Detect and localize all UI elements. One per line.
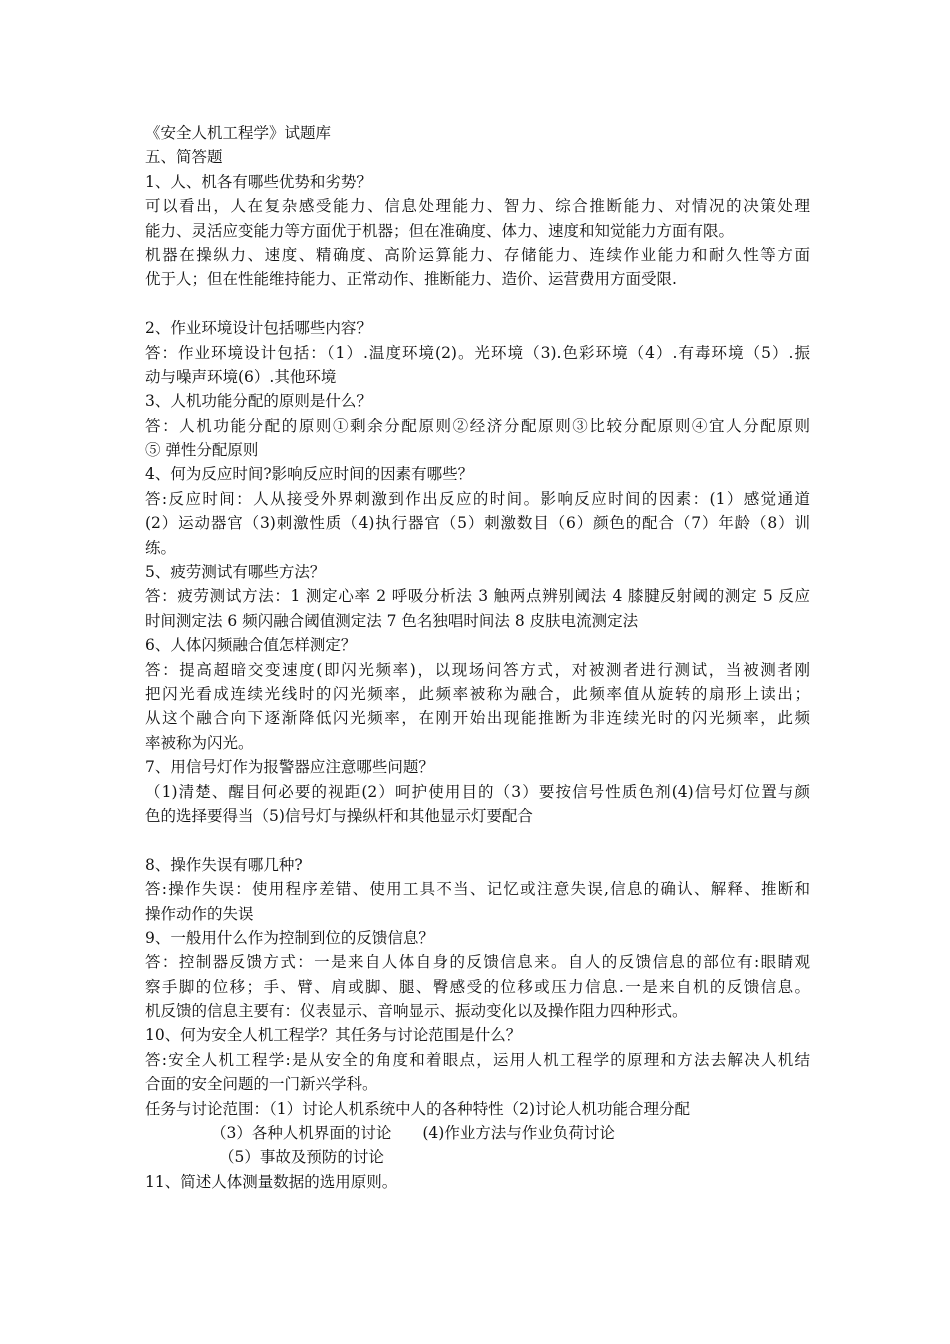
answer-1-line-1: 可以看出，人在复杂感受能力、信息处理能力、智力、综合推断能力、对情况的决策处理	[145, 197, 810, 216]
question-6: 6、人体闪频融合值怎样测定？	[145, 636, 357, 655]
paragraph-gap	[145, 292, 810, 316]
question-9: 9、一般用什么作为控制到位的反馈信息？	[145, 928, 434, 947]
answer-9-line-1: 答：控制器反馈方式：一是来自人体自身的反馈信息来。自人的反馈信息的部位有:眼睛观	[145, 953, 810, 972]
question-3: 3、人机功能分配的原则是什么？	[145, 392, 372, 411]
document-page	[145, 121, 810, 1194]
answer-6-line-1: 答：提高超暗交变速度(即闪光频率)，以现场问答方式，对被测者进行测试，当被测者刚	[145, 660, 810, 679]
answer-10-line-2: 合面的安全问题的一门新兴学科。	[145, 1075, 378, 1094]
answer-10-line-4: （3）各种人机界面的讨论 (4)作业方法与作业负荷讨论	[211, 1124, 615, 1143]
answer-4-line-1: 答:反应时间：人从接受外界刺激到作出反应的时间。影响反应时间的因素：(1）感觉通道	[145, 489, 810, 508]
paragraph-gap	[145, 828, 810, 852]
answer-10-line-5: （5）事故及预防的讨论	[219, 1148, 384, 1167]
answer-3-line-2: ⑤ 弹性分配原则	[145, 441, 259, 460]
question-11: 11、简述人体测量数据的选用原则。	[145, 1172, 398, 1191]
answer-9-line-2: 察手脚的位移；手、臂、肩或脚、腿、臀感受的位移或压力信息.一是来自机的反馈信息。	[145, 977, 810, 996]
answer-7-line-1: （1)清楚、醒目何必要的视距(2）呵护使用目的（3）要按信号性质色剂(4)信号灯位置与颜	[145, 782, 810, 801]
answer-4-line-2: (2）运动器官（3)刺激性质（4)执行器官（5）刺激数目（6）颜色的配合（7）年龄（8）训	[145, 514, 810, 533]
answer-10-line-3: 任务与讨论范围：（1）讨论人机系统中人的各种特性（2)讨论人机功能合理分配	[145, 1099, 691, 1118]
answer-4-line-3: 练。	[145, 538, 177, 557]
answer-8-line-1: 答:操作失误：使用程序差错、使用工具不当、记忆或注意失误,信息的确认、解释、推断和	[145, 880, 810, 899]
answer-1-line-2: 能力、灵活应变能力等方面优于机器；但在准确度、体力、速度和知觉能力方面有限。	[145, 221, 735, 240]
question-5: 5、疲劳测试有哪些方法？	[145, 563, 326, 582]
document-title: 《安全人机工程学》试题库	[145, 124, 332, 142]
answer-6-line-3: 从这个融合向下逐渐降低闪光频率，在刚开始出现能推断为非连续光时的闪光频率，此频	[145, 709, 810, 728]
answer-10-line-1: 答:安全人机工程学:是从安全的角度和着眼点，运用人机工程学的原理和方法去解决人机结	[145, 1050, 810, 1069]
question-1: 1、人、机各有哪些优势和劣势？	[145, 172, 372, 191]
answer-6-line-2: 把闪光看成连续光线时的闪光频率，此频率被称为融合，此频率值从旋转的扇形上读出；	[145, 684, 810, 703]
question-8: 8、操作失误有哪几种?	[145, 855, 303, 874]
question-2: 2、作业环境设计包括哪些内容？	[145, 319, 372, 338]
answer-5-line-2: 时间测定法 6 频闪融合阈值测定法 7 色名独唱时间法 8 皮肤电流测定法	[145, 611, 639, 630]
answer-7-line-2: 色的选择要得当（5)信号灯与操纵杆和其他显示灯要配合	[145, 806, 533, 825]
answer-6-line-4: 率被称为闪光。	[145, 733, 254, 752]
answer-2-line-2: 动与噪声环境(6）.其他环境	[145, 367, 337, 386]
question-7: 7、用信号灯作为报警器应注意哪些问题？	[145, 758, 434, 777]
section-heading: 五、简答题	[145, 148, 223, 167]
answer-2-line-1: 答：作业环境设计包括：（1）.温度环境(2)。光环境（3).色彩环境（4）.有毒环境（5）.振	[145, 343, 810, 362]
answer-3-line-1: 答：人机功能分配的原则①剩余分配原则②经济分配原则③比较分配原则④宜人分配原则	[145, 416, 810, 435]
answer-9-line-3: 机反馈的信息主要有：仪表显示、音响显示、振动变化以及操作阻力四种形式。	[145, 1002, 688, 1021]
answer-5-line-1: 答：疲劳测试方法：1 测定心率 2 呼吸分析法 3 触两点辨别阈法 4 膝腱反射阈的测定 5 反应	[145, 587, 810, 606]
answer-8-line-2: 操作动作的失误	[145, 904, 254, 923]
answer-1-line-4: 优于人；但在性能维持能力、正常动作、推断能力、造价、运营费用方面受限.	[145, 270, 677, 289]
question-10: 10、何为安全人机工程学？其任务与讨论范围是什么？	[145, 1026, 522, 1045]
question-4: 4、何为反应时间?影响反应时间的因素有哪些？	[145, 465, 474, 484]
answer-1-line-3: 机器在操纵力、速度、精确度、高阶运算能力、存储能力、连续作业能力和耐久性等方面	[145, 245, 810, 264]
